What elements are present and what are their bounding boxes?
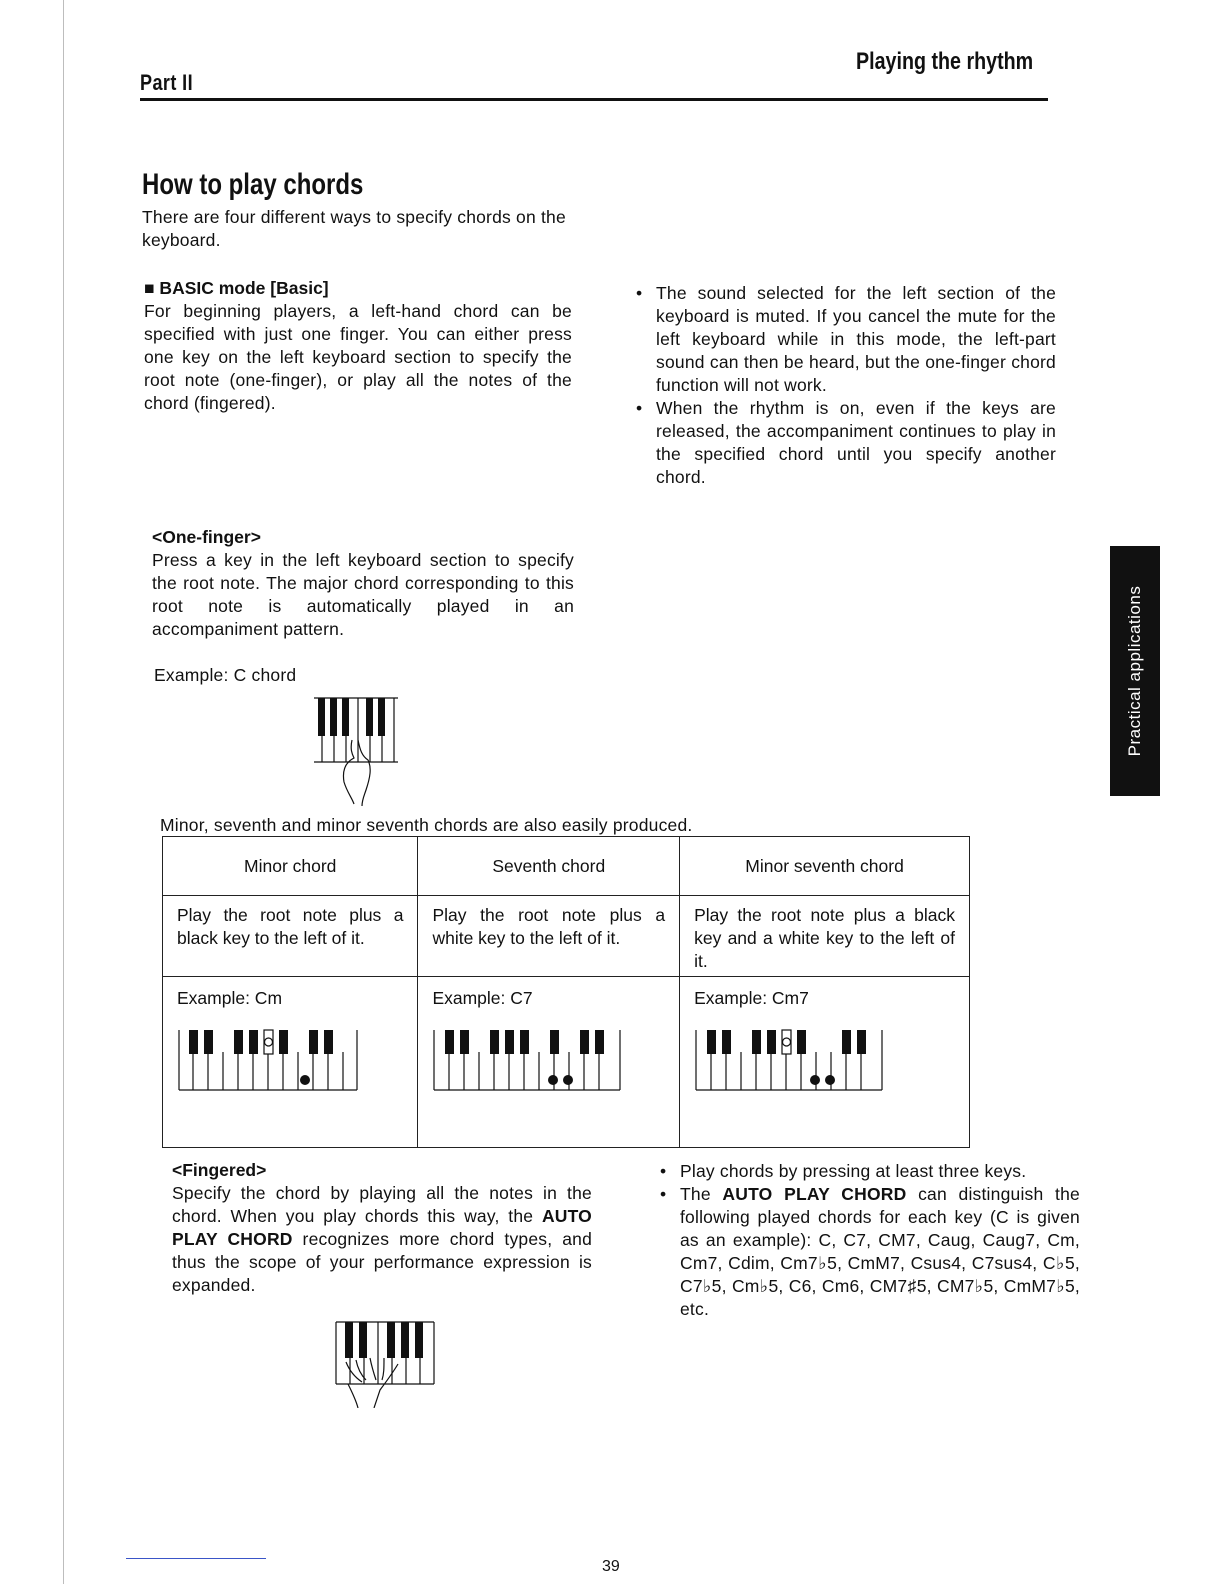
one-finger-keyboard-illustration <box>312 694 402 806</box>
table-header-minor-seventh: Minor seventh chord <box>680 837 970 896</box>
seventh-chord-example-label: Example: C7 <box>432 988 533 1008</box>
minor-seventh-chord-keyboard-diagram <box>694 1028 884 1092</box>
seventh-chord-keyboard-diagram <box>432 1028 622 1092</box>
fingered-body-text: Specify the chord by playing all the notes in the chord. When you play chords this way, the <box>172 1183 592 1226</box>
footer-rule <box>126 1558 266 1559</box>
fingered-heading: <Fingered> <box>172 1160 267 1180</box>
basic-note-2: • When the rhythm is on, even if the keys are released, the accompaniment continues to play in the specified chord until you specify another chord. <box>632 397 1056 489</box>
chapter-title: Playing the rhythm <box>856 48 1034 75</box>
seventh-chord-example-cell <box>418 977 680 1148</box>
fingered-notes-list <box>656 1160 1080 1321</box>
basic-note-1: • The sound selected for the left section of the keyboard is muted. If you cancel the mute for the left keyboard while in this mode, the left-part sound can then be heard, but the one-finger chord function will not work. <box>632 282 1056 397</box>
side-tab-label: Practical applications <box>1125 585 1144 757</box>
seventh-chord-description: Play the root note plus a white key to the left of it. <box>418 896 680 977</box>
fingered-body-text-end: recognizes more chord types, and thus the scope of your performance expression is expanded. <box>172 1229 592 1295</box>
table-header-row <box>163 837 970 896</box>
basic-mode-body: For beginning players, a left-hand chord can be specified with just one finger. You can either press one key on the left keyboard section to specify the root note (one-finger), or play all the notes of the chord (fingered). <box>144 301 572 413</box>
section-title: How to play chords <box>142 168 364 201</box>
minor-seventh-chord-description: Play the root note plus a black key and a white key to the left of it. <box>680 896 970 977</box>
auto-play-chord-term: AUTO PLAY CHORD <box>172 1206 592 1249</box>
fingered-note-2-text: The <box>680 1184 723 1204</box>
minor-seventh-chord-example-cell <box>680 977 970 1148</box>
fingered-body <box>172 1182 592 1297</box>
page-number: 39 <box>602 1558 620 1575</box>
minor-chord-description: Play the root note plus a black key to the left of it. <box>163 896 418 977</box>
section-intro: There are four different ways to specify chords on the keyboard. <box>142 207 566 250</box>
minor-chord-keyboard-diagram <box>177 1028 359 1092</box>
table-header-minor: Minor chord <box>163 837 418 896</box>
chord-types-table <box>162 836 970 1148</box>
minor-chord-example-cell <box>163 977 418 1148</box>
fingered-note-2 <box>656 1183 1080 1321</box>
scan-edge-line <box>63 0 64 1584</box>
chord-list-text: can distinguish the following played chords for each key (C is given as an example): C, C7, CM7, Caug, Caug7, Cm, Cm7, Cdim, Cm7♭5, CmM7, Csus4, C7sus4, C♭5, C7♭5, Cm♭5, C6, Cm6, CM7♯5, CM7♭5, CmM7♭5, etc. <box>680 1184 1080 1319</box>
minor-seventh-chord-example-label: Example: Cm7 <box>694 988 809 1008</box>
table-row <box>163 977 970 1148</box>
minor-chord-example-label: Example: Cm <box>177 988 283 1008</box>
side-tab-practical-applications <box>1110 546 1160 796</box>
chord-table-intro: Minor, seventh and minor seventh chords are also easily produced. <box>160 815 693 835</box>
part-label: Part II <box>140 70 194 95</box>
table-header-seventh: Seventh chord <box>418 837 680 896</box>
table-row <box>163 896 970 977</box>
fingered-note-1: • Play chords by pressing at least three keys. <box>656 1160 1080 1183</box>
one-finger-example-label: Example: C chord <box>154 665 297 685</box>
basic-mode-heading: ■ BASIC mode [Basic] <box>144 278 329 298</box>
auto-play-chord-term-2: AUTO PLAY CHORD <box>722 1184 907 1204</box>
one-finger-heading: <One-finger> <box>152 527 261 547</box>
one-finger-body: Press a key in the left keyboard section to specify the root note. The major chord corresponding to this root note is automatically played in an accompaniment pattern. <box>152 550 574 639</box>
header-rule <box>140 98 1048 101</box>
fingered-keyboard-illustration <box>334 1320 438 1408</box>
basic-notes-list <box>632 282 1056 489</box>
